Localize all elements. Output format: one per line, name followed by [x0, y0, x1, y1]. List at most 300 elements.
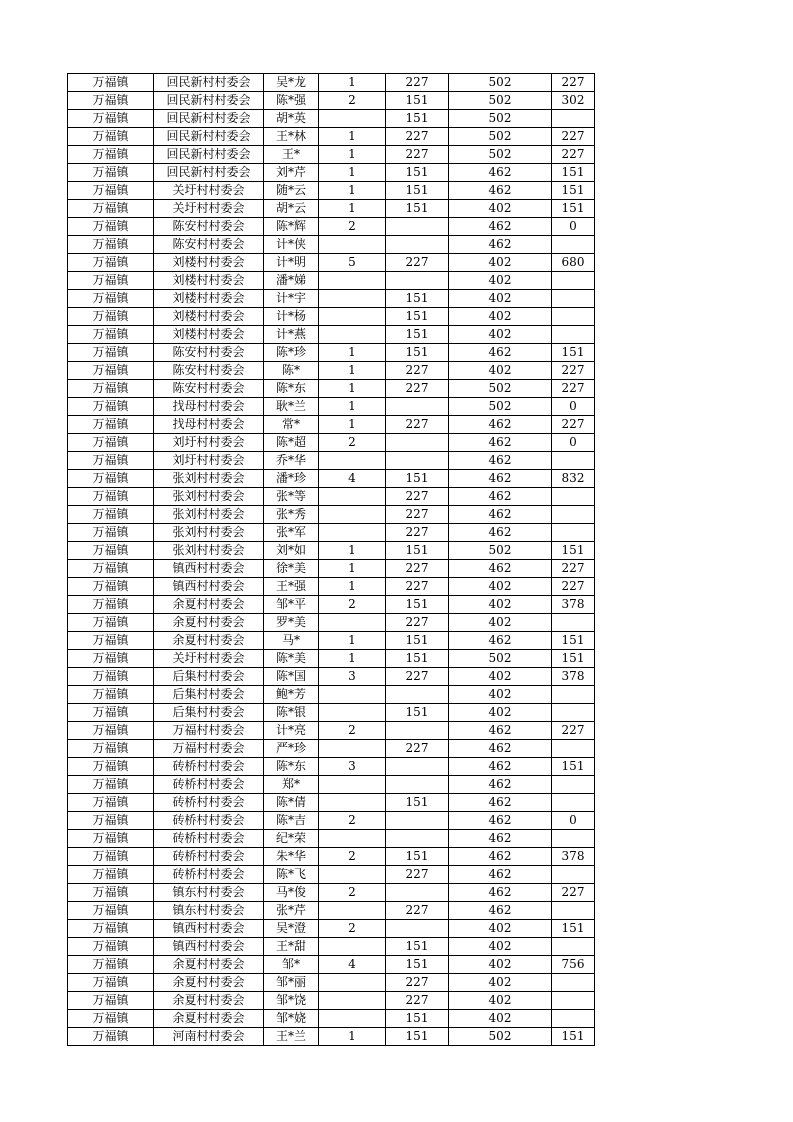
town-cell: 万福镇: [68, 902, 154, 920]
name-cell: 王*强: [264, 578, 319, 596]
amount-b-cell: 502: [449, 398, 552, 416]
town-cell: 万福镇: [68, 884, 154, 902]
amount-b-cell: 502: [449, 380, 552, 398]
town-cell: 万福镇: [68, 290, 154, 308]
household-size-cell: 1: [319, 1028, 386, 1046]
name-cell: 计*明: [264, 254, 319, 272]
table-row: [68, 362, 595, 380]
name-cell: 陈*超: [264, 434, 319, 452]
amount-a-cell: 227: [386, 488, 449, 506]
village-committee-cell: 砖桥村村委会: [154, 848, 264, 866]
household-size-cell: [319, 1010, 386, 1028]
town-cell: 万福镇: [68, 416, 154, 434]
town-cell: 万福镇: [68, 938, 154, 956]
table-row: [68, 686, 595, 704]
village-committee-cell: 关圩村村委会: [154, 182, 264, 200]
amount-b-cell: 462: [449, 812, 552, 830]
table-row: [68, 632, 595, 650]
name-cell: 乔*华: [264, 452, 319, 470]
table-row: [68, 236, 595, 254]
amount-a-cell: [386, 236, 449, 254]
amount-b-cell: 462: [449, 470, 552, 488]
name-cell: 邹*饶: [264, 992, 319, 1010]
amount-b-cell: 462: [449, 902, 552, 920]
total-cell: [552, 938, 595, 956]
amount-b-cell: 462: [449, 416, 552, 434]
name-cell: 郑*: [264, 776, 319, 794]
amount-a-cell: [386, 884, 449, 902]
town-cell: 万福镇: [68, 596, 154, 614]
amount-a-cell: 227: [386, 362, 449, 380]
village-committee-cell: 张刘村村委会: [154, 470, 264, 488]
table-row: [68, 938, 595, 956]
village-committee-cell: 镇东村村委会: [154, 902, 264, 920]
name-cell: 陈*美: [264, 650, 319, 668]
total-cell: [552, 974, 595, 992]
village-committee-cell: 刘楼村村委会: [154, 326, 264, 344]
village-committee-cell: 刘楼村村委会: [154, 272, 264, 290]
amount-b-cell: 462: [449, 344, 552, 362]
amount-a-cell: [386, 920, 449, 938]
town-cell: 万福镇: [68, 236, 154, 254]
amount-b-cell: 462: [449, 722, 552, 740]
household-size-cell: [319, 110, 386, 128]
name-cell: 陈*东: [264, 758, 319, 776]
total-cell: [552, 614, 595, 632]
village-committee-cell: 刘圩村村委会: [154, 452, 264, 470]
table-row: [68, 776, 595, 794]
amount-b-cell: 462: [449, 830, 552, 848]
village-committee-cell: 砖桥村村委会: [154, 794, 264, 812]
total-cell: 378: [552, 596, 595, 614]
table-row: [68, 794, 595, 812]
town-cell: 万福镇: [68, 668, 154, 686]
table-row: [68, 974, 595, 992]
name-cell: 陈*东: [264, 380, 319, 398]
amount-a-cell: [386, 776, 449, 794]
table-row: [68, 650, 595, 668]
village-committee-cell: 刘楼村村委会: [154, 254, 264, 272]
amount-b-cell: 462: [449, 452, 552, 470]
name-cell: 邹*: [264, 956, 319, 974]
amount-a-cell: 227: [386, 668, 449, 686]
town-cell: 万福镇: [68, 812, 154, 830]
name-cell: 纪*荣: [264, 830, 319, 848]
total-cell: 378: [552, 848, 595, 866]
table-row: [68, 758, 595, 776]
amount-b-cell: 462: [449, 560, 552, 578]
household-size-cell: 2: [319, 596, 386, 614]
amount-b-cell: 402: [449, 596, 552, 614]
table-row: [68, 254, 595, 272]
table-row: [68, 830, 595, 848]
name-cell: 刘*芹: [264, 164, 319, 182]
name-cell: 随*云: [264, 182, 319, 200]
amount-a-cell: 227: [386, 902, 449, 920]
total-cell: [552, 992, 595, 1010]
amount-a-cell: 227: [386, 992, 449, 1010]
total-cell: 227: [552, 362, 595, 380]
amount-a-cell: 151: [386, 632, 449, 650]
town-cell: 万福镇: [68, 992, 154, 1010]
name-cell: 邹*丽: [264, 974, 319, 992]
town-cell: 万福镇: [68, 740, 154, 758]
table-row: [68, 704, 595, 722]
village-committee-cell: 余夏村村委会: [154, 614, 264, 632]
name-cell: 罗*美: [264, 614, 319, 632]
table-row: [68, 1028, 595, 1046]
village-committee-cell: 回民新村村委会: [154, 74, 264, 92]
total-cell: [552, 308, 595, 326]
amount-b-cell: 462: [449, 632, 552, 650]
table-row: [68, 488, 595, 506]
village-committee-cell: 张刘村村委会: [154, 542, 264, 560]
household-size-cell: [319, 974, 386, 992]
town-cell: 万福镇: [68, 632, 154, 650]
table-row: [68, 614, 595, 632]
name-cell: 胡*云: [264, 200, 319, 218]
total-cell: [552, 866, 595, 884]
household-size-cell: 1: [319, 542, 386, 560]
name-cell: 王*甜: [264, 938, 319, 956]
town-cell: 万福镇: [68, 362, 154, 380]
total-cell: 227: [552, 74, 595, 92]
village-committee-cell: 刘圩村村委会: [154, 434, 264, 452]
name-cell: 胡*英: [264, 110, 319, 128]
amount-a-cell: 151: [386, 1010, 449, 1028]
amount-b-cell: 402: [449, 974, 552, 992]
amount-b-cell: 462: [449, 884, 552, 902]
town-cell: 万福镇: [68, 830, 154, 848]
table-row: [68, 866, 595, 884]
household-size-cell: [319, 938, 386, 956]
amount-a-cell: [386, 272, 449, 290]
total-cell: [552, 686, 595, 704]
village-committee-cell: 后集村村委会: [154, 668, 264, 686]
amount-a-cell: 227: [386, 128, 449, 146]
household-size-cell: 2: [319, 722, 386, 740]
name-cell: 计*杨: [264, 308, 319, 326]
village-committee-cell: 回民新村村委会: [154, 92, 264, 110]
village-committee-cell: 陈安村村委会: [154, 362, 264, 380]
table-row: [68, 326, 595, 344]
amount-a-cell: 227: [386, 416, 449, 434]
town-cell: 万福镇: [68, 92, 154, 110]
household-size-cell: 4: [319, 956, 386, 974]
amount-a-cell: 151: [386, 200, 449, 218]
town-cell: 万福镇: [68, 164, 154, 182]
table-row: [68, 452, 595, 470]
household-size-cell: [319, 236, 386, 254]
table-row: [68, 542, 595, 560]
household-size-cell: [319, 776, 386, 794]
amount-a-cell: [386, 830, 449, 848]
total-cell: [552, 272, 595, 290]
amount-b-cell: 402: [449, 956, 552, 974]
amount-a-cell: 151: [386, 308, 449, 326]
household-size-cell: [319, 326, 386, 344]
amount-a-cell: 151: [386, 794, 449, 812]
village-committee-cell: 镇西村村委会: [154, 578, 264, 596]
household-size-cell: [319, 992, 386, 1010]
amount-b-cell: 502: [449, 1028, 552, 1046]
amount-a-cell: 227: [386, 380, 449, 398]
household-size-cell: 2: [319, 884, 386, 902]
amount-b-cell: 402: [449, 992, 552, 1010]
total-cell: [552, 452, 595, 470]
household-size-cell: 1: [319, 128, 386, 146]
household-size-cell: 2: [319, 812, 386, 830]
household-size-cell: [319, 290, 386, 308]
amount-a-cell: [386, 686, 449, 704]
name-cell: 陈*强: [264, 92, 319, 110]
table-row: [68, 740, 595, 758]
total-cell: 227: [552, 416, 595, 434]
total-cell: 151: [552, 650, 595, 668]
village-committee-cell: 河南村村委会: [154, 1028, 264, 1046]
amount-b-cell: 402: [449, 578, 552, 596]
amount-a-cell: 151: [386, 326, 449, 344]
village-committee-cell: 余夏村村委会: [154, 992, 264, 1010]
amount-a-cell: 227: [386, 146, 449, 164]
total-cell: [552, 524, 595, 542]
town-cell: 万福镇: [68, 128, 154, 146]
village-committee-cell: 张刘村村委会: [154, 488, 264, 506]
household-size-cell: 1: [319, 578, 386, 596]
name-cell: 邹*娆: [264, 1010, 319, 1028]
table-row: [68, 884, 595, 902]
town-cell: 万福镇: [68, 308, 154, 326]
name-cell: 陈*倩: [264, 794, 319, 812]
amount-a-cell: 151: [386, 542, 449, 560]
table-row: [68, 812, 595, 830]
town-cell: 万福镇: [68, 74, 154, 92]
total-cell: 151: [552, 344, 595, 362]
total-cell: 832: [552, 470, 595, 488]
name-cell: 张*秀: [264, 506, 319, 524]
amount-a-cell: 227: [386, 74, 449, 92]
name-cell: 王*兰: [264, 1028, 319, 1046]
table-row: [68, 272, 595, 290]
table-row: [68, 398, 595, 416]
village-committee-cell: 张刘村村委会: [154, 524, 264, 542]
name-cell: 严*珍: [264, 740, 319, 758]
name-cell: 王*: [264, 146, 319, 164]
household-size-cell: 1: [319, 398, 386, 416]
village-committee-cell: 砖桥村村委会: [154, 866, 264, 884]
village-committee-cell: 砖桥村村委会: [154, 776, 264, 794]
amount-a-cell: 151: [386, 290, 449, 308]
town-cell: 万福镇: [68, 398, 154, 416]
household-size-cell: [319, 506, 386, 524]
town-cell: 万福镇: [68, 542, 154, 560]
household-size-cell: 1: [319, 74, 386, 92]
table-row: [68, 524, 595, 542]
amount-a-cell: [386, 812, 449, 830]
total-cell: 151: [552, 542, 595, 560]
town-cell: 万福镇: [68, 146, 154, 164]
table-row: [68, 308, 595, 326]
town-cell: 万福镇: [68, 704, 154, 722]
name-cell: 鲍*芳: [264, 686, 319, 704]
town-cell: 万福镇: [68, 506, 154, 524]
village-committee-cell: 找母村村委会: [154, 398, 264, 416]
amount-b-cell: 402: [449, 326, 552, 344]
table-row: [68, 506, 595, 524]
amount-a-cell: 227: [386, 614, 449, 632]
amount-a-cell: 151: [386, 1028, 449, 1046]
total-cell: 680: [552, 254, 595, 272]
town-cell: 万福镇: [68, 722, 154, 740]
total-cell: 227: [552, 146, 595, 164]
table-row: [68, 164, 595, 182]
name-cell: 陈*吉: [264, 812, 319, 830]
village-committee-cell: 砖桥村村委会: [154, 830, 264, 848]
amount-a-cell: 151: [386, 92, 449, 110]
amount-b-cell: 402: [449, 290, 552, 308]
town-cell: 万福镇: [68, 272, 154, 290]
table-row: [68, 182, 595, 200]
name-cell: 马*俊: [264, 884, 319, 902]
household-size-cell: 2: [319, 434, 386, 452]
table-row: [68, 848, 595, 866]
amount-b-cell: 462: [449, 236, 552, 254]
name-cell: 陈*: [264, 362, 319, 380]
amount-a-cell: 227: [386, 974, 449, 992]
total-cell: [552, 794, 595, 812]
table-row: [68, 92, 595, 110]
amount-b-cell: 402: [449, 272, 552, 290]
amount-a-cell: 227: [386, 254, 449, 272]
name-cell: 常*: [264, 416, 319, 434]
amount-b-cell: 502: [449, 92, 552, 110]
village-committee-cell: 陈安村村委会: [154, 218, 264, 236]
amount-a-cell: 227: [386, 578, 449, 596]
town-cell: 万福镇: [68, 920, 154, 938]
amount-a-cell: 151: [386, 164, 449, 182]
table-row: [68, 722, 595, 740]
total-cell: [552, 488, 595, 506]
amount-a-cell: [386, 398, 449, 416]
name-cell: 马*: [264, 632, 319, 650]
table-row: [68, 290, 595, 308]
total-cell: 0: [552, 218, 595, 236]
amount-b-cell: 462: [449, 758, 552, 776]
village-committee-cell: 回民新村村委会: [154, 128, 264, 146]
table-row: [68, 416, 595, 434]
household-size-cell: 2: [319, 218, 386, 236]
amount-b-cell: 462: [449, 506, 552, 524]
village-committee-cell: 镇西村村委会: [154, 920, 264, 938]
household-size-cell: [319, 830, 386, 848]
town-cell: 万福镇: [68, 758, 154, 776]
total-cell: 151: [552, 632, 595, 650]
total-cell: [552, 506, 595, 524]
household-size-cell: 1: [319, 632, 386, 650]
table-row: [68, 560, 595, 578]
table-row: [68, 956, 595, 974]
household-size-cell: 1: [319, 560, 386, 578]
household-size-cell: 1: [319, 146, 386, 164]
village-committee-cell: 陈安村村委会: [154, 344, 264, 362]
amount-b-cell: 462: [449, 848, 552, 866]
table-row: [68, 668, 595, 686]
town-cell: 万福镇: [68, 866, 154, 884]
amount-a-cell: 151: [386, 182, 449, 200]
town-cell: 万福镇: [68, 470, 154, 488]
town-cell: 万福镇: [68, 848, 154, 866]
table-row: [68, 380, 595, 398]
amount-a-cell: [386, 722, 449, 740]
town-cell: 万福镇: [68, 776, 154, 794]
village-committee-cell: 回民新村村委会: [154, 110, 264, 128]
household-size-cell: 4: [319, 470, 386, 488]
household-size-cell: 1: [319, 380, 386, 398]
name-cell: 张*等: [264, 488, 319, 506]
household-size-cell: 3: [319, 668, 386, 686]
amount-b-cell: 462: [449, 218, 552, 236]
name-cell: 刘*如: [264, 542, 319, 560]
village-committee-cell: 余夏村村委会: [154, 956, 264, 974]
amount-b-cell: 502: [449, 74, 552, 92]
amount-a-cell: 151: [386, 956, 449, 974]
total-cell: 756: [552, 956, 595, 974]
household-size-cell: 3: [319, 758, 386, 776]
total-cell: 302: [552, 92, 595, 110]
amount-a-cell: [386, 434, 449, 452]
village-committee-cell: 后集村村委会: [154, 704, 264, 722]
household-size-cell: [319, 902, 386, 920]
name-cell: 陈*银: [264, 704, 319, 722]
total-cell: [552, 110, 595, 128]
table-row: [68, 920, 595, 938]
village-committee-cell: 刘楼村村委会: [154, 308, 264, 326]
town-cell: 万福镇: [68, 200, 154, 218]
amount-b-cell: 462: [449, 434, 552, 452]
village-committee-cell: 陈安村村委会: [154, 380, 264, 398]
town-cell: 万福镇: [68, 488, 154, 506]
name-cell: 潘*娣: [264, 272, 319, 290]
household-size-cell: [319, 524, 386, 542]
total-cell: 151: [552, 200, 595, 218]
household-size-cell: [319, 452, 386, 470]
table-row: [68, 110, 595, 128]
town-cell: 万福镇: [68, 1028, 154, 1046]
village-committee-cell: 关圩村村委会: [154, 200, 264, 218]
village-committee-cell: 砖桥村村委会: [154, 812, 264, 830]
household-size-cell: 1: [319, 416, 386, 434]
total-cell: [552, 902, 595, 920]
name-cell: 陈*国: [264, 668, 319, 686]
village-committee-cell: 回民新村村委会: [154, 164, 264, 182]
town-cell: 万福镇: [68, 434, 154, 452]
town-cell: 万福镇: [68, 218, 154, 236]
household-size-cell: [319, 704, 386, 722]
household-size-cell: [319, 308, 386, 326]
amount-a-cell: [386, 452, 449, 470]
household-size-cell: 1: [319, 650, 386, 668]
name-cell: 耿*兰: [264, 398, 319, 416]
amount-a-cell: 151: [386, 344, 449, 362]
household-size-cell: 1: [319, 344, 386, 362]
amount-b-cell: 402: [449, 938, 552, 956]
village-committee-cell: 镇东村村委会: [154, 884, 264, 902]
household-size-cell: [319, 614, 386, 632]
village-committee-cell: 回民新村村委会: [154, 146, 264, 164]
name-cell: 计*亮: [264, 722, 319, 740]
table-row: [68, 74, 595, 92]
household-size-cell: [319, 272, 386, 290]
